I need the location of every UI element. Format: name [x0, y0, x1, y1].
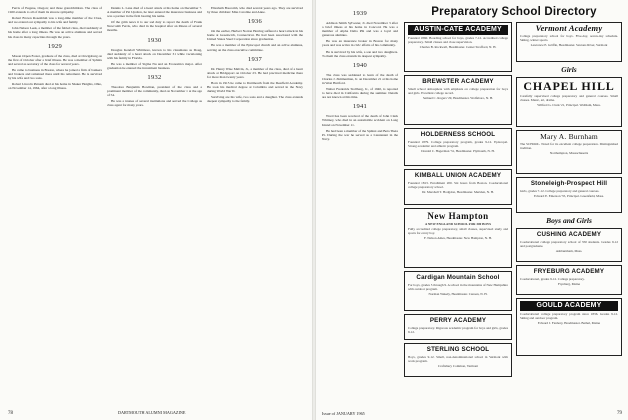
- school-ad[interactable]: [404, 75, 512, 125]
- obit-paragraph: Ferris of Eugene, Oregon; and three grandchildren. The class of 1920 extends to all of them its sincere sympathy.: [8, 6, 102, 15]
- school-contact: Norman Wakely, Headmaster. Canaan, N. H.: [428, 291, 488, 296]
- obit-paragraph: Word has been received of the death of John Clark Whitney, who died in an automobile accident on Long Island on November 11.: [322, 114, 398, 127]
- obit-paragraph: Dr. Henry Wise Malvin, Jr., a member of the class, died of a heart attack at Bridgeport on October 23. He had practiced medicine there for more than twenty years.: [207, 66, 303, 79]
- school-ad[interactable]: [516, 22, 622, 62]
- school-contact: Northampton, Massachusetts: [549, 150, 589, 155]
- school-description: Girls, grades 7-12. College preparatory and general courses.: [520, 188, 600, 193]
- school-name: CUSHING ACADEMY: [536, 231, 602, 238]
- school-name: HOLDERNESS SCHOOL: [420, 131, 496, 138]
- right-page: [316, 0, 628, 420]
- obit-paragraph: He is survived by his wife, a son and two daughters. To them the class extends its deepest sympathy.: [322, 49, 398, 58]
- school-description: College preparatory. Rigorous academic program for boys and girls, grades 9-12.: [408, 325, 508, 334]
- obit-paragraph: Dennis L. Lane died of a heart attack at his home on December 7. A member of Psi Upsilon, he later entered the insurance business and was a partner in the firm bearing his name.: [107, 6, 202, 19]
- page-number: 78: [8, 411, 13, 416]
- school-contact: Fryeburg, Maine: [557, 281, 581, 286]
- right-footer: [322, 411, 622, 416]
- obit-paragraph: Elizabeth Bascomb, who died several years ago. They are survived by three children: Miss Caroline and Anne.: [207, 6, 303, 15]
- school-description: Coeducational college preparatory school of 350 students. Grades 9-12 and postgraduate.: [520, 239, 618, 248]
- issue-label: Issue of JANUARY 1965: [322, 411, 365, 416]
- section-heading-boys-and-girls: Boys and Girls: [546, 216, 592, 225]
- section-heading-girls: Girls: [561, 65, 577, 74]
- school-description: Founded 1813. Enrollment 200. Six hours from Boston. Coeducational college preparatory school.: [408, 180, 508, 189]
- school-description: Coeducational, grades 9-12. College preparatory.: [520, 276, 585, 281]
- school-name: PERRY ACADEMY: [429, 317, 487, 324]
- directory-title: Preparatory School Directory: [431, 6, 597, 18]
- class-year-heading: 1941: [352, 103, 368, 111]
- school-name: Mary A. Burnham: [540, 132, 598, 141]
- page-number: 79: [617, 411, 622, 416]
- class-year-heading: 1932: [147, 74, 162, 82]
- school-contact: Dr. Marshall T. Hodgdon, Headmaster. Meriden, N. H.: [421, 189, 495, 194]
- school-name: BREWSTER ACADEMY: [422, 78, 494, 85]
- obit-paragraph: Of the grim news it is our sad duty to report the death of Frank Newcomb Ferris, who died in the hospital after an illness of several months.: [107, 20, 202, 33]
- obit-paragraph: Born in 1915 he came to Dartmouth from the Deerfield Academy. He took his medical degree at Columbia and served in the Navy during World War II.: [207, 80, 303, 94]
- obit-paragraph: He was a trustee of several institutions and served the College as class agent for many years.: [107, 99, 202, 108]
- school-name: New Hampton: [427, 211, 489, 221]
- school-ad[interactable]: [404, 22, 512, 72]
- obit-paragraph: He was a member of the Episcopal church and an active alumnus, serving on the class executive committee.: [207, 43, 303, 52]
- obit-paragraph: He was a member of Sigma Nu and an Economics major. After graduation he entered the investment business.: [107, 61, 202, 70]
- school-ad[interactable]: [404, 169, 512, 205]
- school-description: Founded 1879. College preparatory program, grades 9-12. Episcopal. Strong academic and athletic program.: [408, 139, 508, 148]
- school-description: Coeducational college preparatory program since 1836. Grades 9-12. Skiing and outdoor program.: [520, 311, 618, 320]
- obit-paragraph: He had been a member of the Sphinx and Beta Theta Pi. During the war he served as a Lieutenant in the Navy.: [322, 128, 398, 141]
- school-name: CHAPEL HILL: [523, 79, 615, 93]
- obit-paragraph: Addison Smith Sylvester, Jr. died November 3 after a brief illness at his home in Concord. He was a member of Alpha Delta Phi and was a loyal and generous alumnus.: [322, 21, 398, 38]
- school-name: AUSTIN-CATE ACADEMY: [408, 25, 508, 35]
- directory-right-column: [516, 22, 622, 359]
- school-contact: Charles B. Rockwell, Headmaster. Center Strafford, N. H.: [419, 44, 497, 49]
- school-name: KIMBALL UNION ACADEMY: [414, 172, 502, 179]
- class-year-heading: 1929: [47, 42, 63, 50]
- school-description: The SCHOOL. Noted for its excellent college preparation. Distinguished tradition.: [520, 141, 618, 150]
- school-ad[interactable]: [404, 343, 512, 377]
- school-description: Founded 1860. Boarding school for boys, grades 7-12. Accredited college preparatory. Small classes and close supervision.: [408, 35, 508, 44]
- left-column-1: [8, 6, 102, 406]
- school-ad[interactable]: [516, 298, 622, 356]
- left-footer: [8, 410, 304, 416]
- school-contact: F. Nelson Ames, Headmaster. New Hampton, N. H.: [424, 236, 492, 240]
- obit-paragraph: He was an insurance broker in Boston for many years and was active in civic affairs of his community.: [322, 39, 398, 48]
- class-year-heading: 1937: [247, 55, 263, 63]
- school-name: Vermont Academy: [535, 23, 603, 33]
- school-name: GOULD ACADEMY: [520, 301, 618, 311]
- left-page: [0, 0, 312, 420]
- right-column-1: [322, 6, 398, 406]
- obit-paragraph: Surviving are his wife, two sons and a daughter. The class extends deepest sympathy to the family.: [207, 95, 303, 104]
- obit-paragraph: On the earlier, Herbert Norton Herring suffered a heart attack in his home at Greenwich, Connecticut. He had been associated with the United States Steel Corporation since graduation.: [207, 29, 303, 42]
- school-name: Cardigan Mountain School: [416, 274, 500, 281]
- obit-paragraph: The class was saddened to learn of the death of Charles J. Zimmerman, Jr. on December 21 at his home in West Hartford.: [322, 72, 398, 85]
- school-description: Carefully supervised college preparatory and general courses. Small classes. Music, art, drama.: [520, 94, 618, 102]
- magazine-title: DARTMOUTH ALUMNI MAGAZINE: [118, 410, 186, 415]
- class-year-heading: 1936: [247, 18, 263, 26]
- school-ad[interactable]: [516, 130, 622, 174]
- school-ad[interactable]: [404, 128, 512, 166]
- school-tagline: A NEW ENGLAND SCHOOL FOR 300 BOYS: [424, 222, 492, 226]
- left-column-2: [107, 6, 202, 406]
- school-ad[interactable]: [516, 228, 622, 262]
- school-ad[interactable]: [516, 77, 622, 127]
- class-year-heading: 1930: [147, 36, 162, 44]
- obit-paragraph: Robert Lincoln Putnam died at his home in Shaker Heights, Ohio, on November 14, 1964, after a long illness.: [8, 82, 102, 91]
- school-contact: Wilfred G. Clark '21, Principal. Waltham, Mass.: [537, 103, 601, 107]
- school-description: College preparatory school for boys. Five-day, seven-day schedule. Skiing, winter sports.: [520, 33, 618, 42]
- obit-paragraph: Theodore Benjamin Bowman, president of the class and a prominent member of the community, died on November 1 at the age of 54.: [107, 85, 202, 98]
- school-description: Fully accredited college preparatory, small classes, supervised study and sports for every boy.: [408, 227, 508, 235]
- directory-left-column: [404, 22, 512, 380]
- school-ad[interactable]: [404, 271, 512, 311]
- class-year-heading: 1940: [352, 61, 368, 69]
- school-ad[interactable]: [516, 177, 622, 213]
- obit-paragraph: Mason Orpen Foster, graduate of the class, died at Orwigsburg on the first of October after a brief illness. He was a member of Sphinx and served as secretary of the class for several years.: [8, 53, 102, 66]
- school-contact: Edward E. Emerson '35, Principal. Greenfield, Mass.: [534, 193, 604, 198]
- school-contact: Lawrence E. Griffin, Headmaster. Saxtons River, Vermont: [530, 42, 608, 47]
- school-description: Boys, grades 9-12. Small, non-denominational school in Vermont with work program.: [408, 354, 508, 363]
- obit-paragraph: Douglas Kendall Whitmore, known to his classmates as Doug, died suddenly of a heart attack on December 31 while vacationing with his family in Florida.: [107, 47, 202, 60]
- school-ad[interactable]: [516, 265, 622, 295]
- obit-paragraph: He came to business in Boston, where he joined a firm of bankers and brokers and remained there until his retirement. He is survived by his wife and two sons.: [8, 67, 102, 81]
- school-name: Stoneleigh-Prospect Hill: [530, 180, 608, 187]
- school-ad[interactable]: [404, 314, 512, 340]
- school-contact: Ashburnham, Mass.: [555, 248, 583, 253]
- school-contact: Samuel C. Rogers '29, Headmaster. Wolfeboro, N. H.: [422, 95, 494, 100]
- school-contact: Edward J. Fanbery, Headmaster. Bethel, Maine: [537, 320, 601, 325]
- class-year-heading: 1939: [352, 10, 368, 17]
- school-ad[interactable]: [404, 208, 512, 268]
- school-contact: Donald C. Hagerman '31, Headmaster. Plymouth, N. H.: [421, 148, 495, 153]
- school-name: STERLING SCHOOL: [426, 346, 490, 353]
- left-column-3: [207, 6, 303, 406]
- school-description: Small school atmosphere with emphasis on college preparation for boys and girls. Excellent college record.: [408, 86, 508, 95]
- school-contact: Craftsbury Common, Vermont: [437, 363, 479, 368]
- obit-paragraph: John Nelson Leek, a member of the fabled class, died suddenly at his home after a long illness. He was an active alumnus and served his class in many capacities through the years.: [8, 26, 102, 39]
- obit-paragraph: Robert Brown Rosenbluh was a long-time member of the Class, and we extend our sympathy to his wife and family.: [8, 16, 102, 25]
- school-name: FRYEBURG ACADEMY: [533, 268, 605, 275]
- obit-paragraph: Walter Frederick Stollberg, Jr., of 1940, is reported to have died in California during the summer. Details are not known at this time.: [322, 87, 398, 100]
- school-description: For boys, grades 5 through 9. A school in the mountains of New Hampshire with outdoor program.: [408, 282, 508, 291]
